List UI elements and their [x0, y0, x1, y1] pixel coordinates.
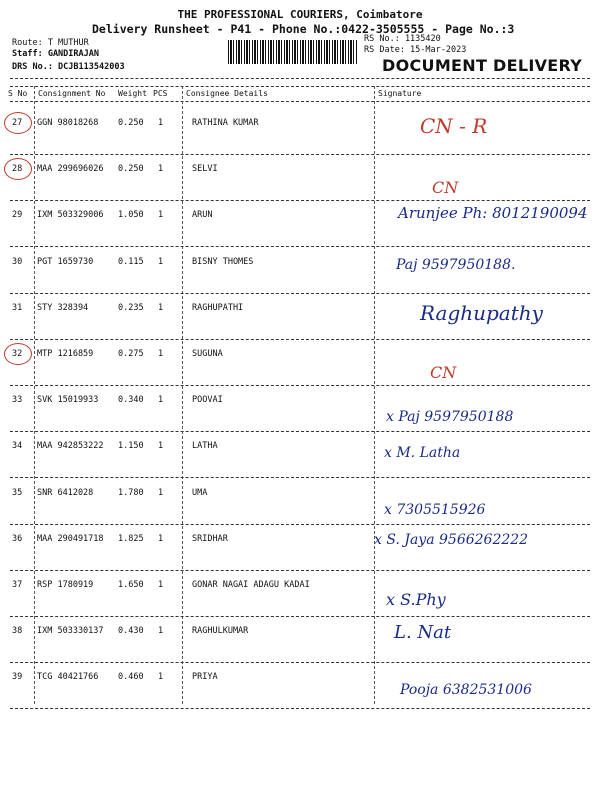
- row-consignee: UMA: [192, 488, 208, 498]
- red-circle-mark: [4, 343, 32, 365]
- row-pcs: 1: [158, 626, 164, 636]
- row-consignment-no: MAA 942853222: [37, 441, 104, 451]
- row-divider: [10, 662, 590, 663]
- handwritten-signature: x Paj 9597950188: [386, 409, 514, 425]
- staff-label: Staff: GANDIRAJAN: [12, 49, 99, 59]
- red-circle-mark: [4, 112, 32, 134]
- row-consignee: GONAR NAGAI ADAGU KADAI: [192, 580, 310, 590]
- row-weight: 0.115: [118, 257, 144, 267]
- col-weight: Weight: [118, 89, 147, 98]
- row-weight: 0.460: [118, 672, 144, 682]
- row-pcs: 1: [158, 395, 164, 405]
- row-consignee: SELVI: [192, 164, 218, 174]
- row-weight: 0.250: [118, 164, 144, 174]
- row-consignment-no: GGN 98018268: [37, 118, 99, 128]
- row-pcs: 1: [158, 257, 164, 267]
- row-sno: 35: [12, 488, 23, 498]
- row-sno: 28: [12, 164, 23, 174]
- row-sno: 38: [12, 626, 23, 636]
- row-weight: 0.430: [118, 626, 144, 636]
- row-divider: [10, 616, 590, 617]
- handwritten-signature: CN: [430, 363, 457, 382]
- red-circle-mark: [4, 158, 32, 180]
- row-pcs: 1: [158, 349, 164, 359]
- row-divider: [10, 154, 590, 155]
- row-consignee: RATHINA KUMAR: [192, 118, 259, 128]
- column-header-divider: [10, 101, 590, 102]
- handwritten-signature: x M. Latha: [384, 445, 461, 461]
- row-sno: 29: [12, 210, 23, 220]
- row-weight: 1.780: [118, 488, 144, 498]
- row-sno: 30: [12, 257, 23, 267]
- row-consignment-no: MTP 1216859: [37, 349, 94, 359]
- drs-number: DRS No.: DCJB113542003: [12, 62, 125, 72]
- column-separator: [182, 86, 183, 704]
- handwritten-signature: Pooja 6382531006: [400, 682, 532, 698]
- barcode: [228, 40, 358, 64]
- handwritten-signature: x S. Jaya 9566262222: [374, 532, 529, 548]
- row-divider: [10, 293, 590, 294]
- row-consignee: RAGHUPATHI: [192, 303, 244, 313]
- row-consignment-no: IXM 503329006: [37, 210, 104, 220]
- row-consignment-no: IXM 503330137: [37, 626, 104, 636]
- row-divider: [10, 570, 590, 571]
- col-pcs: PCS: [153, 89, 168, 98]
- handwritten-signature: Paj 9597950188.: [396, 257, 516, 273]
- row-sno: 39: [12, 672, 23, 682]
- row-divider: [10, 477, 590, 478]
- route-label: Route: T MUTHUR: [12, 38, 89, 48]
- col-consignee: Consignee Details: [186, 89, 268, 98]
- handwritten-signature: x S.Phy: [386, 590, 446, 609]
- row-weight: 1.050: [118, 210, 144, 220]
- row-pcs: 1: [158, 580, 164, 590]
- row-weight: 1.150: [118, 441, 144, 451]
- row-consignee: LATHA: [192, 441, 218, 451]
- row-pcs: 1: [158, 118, 164, 128]
- row-consignment-no: SVK 15019933: [37, 395, 99, 405]
- row-weight: 0.250: [118, 118, 144, 128]
- col-consignment: Consignment No: [38, 89, 106, 98]
- document-delivery-stamp: DOCUMENT DELIVERY: [382, 56, 583, 75]
- row-divider: [10, 524, 590, 525]
- row-sno: 34: [12, 441, 23, 451]
- row-weight: 0.275: [118, 349, 144, 359]
- row-divider: [10, 200, 590, 201]
- col-sno: S No: [8, 89, 28, 98]
- row-pcs: 1: [158, 303, 164, 313]
- column-separator: [374, 86, 375, 704]
- runsheet-title: Delivery Runsheet - P41 - Phone No.:0422-3505555 - Page No.:3: [92, 22, 515, 36]
- row-pcs: 1: [158, 164, 164, 174]
- row-pcs: 1: [158, 441, 164, 451]
- header-divider: [10, 78, 590, 79]
- row-divider: [10, 708, 590, 709]
- row-consignee: ARUN: [192, 210, 213, 220]
- row-divider: [10, 339, 590, 340]
- row-pcs: 1: [158, 488, 164, 498]
- handwritten-signature: CN - R: [420, 114, 488, 138]
- row-consignment-no: MAA 299696026: [37, 164, 104, 174]
- row-weight: 1.825: [118, 534, 144, 544]
- row-divider: [10, 246, 590, 247]
- handwritten-signature: L. Nat: [394, 622, 452, 643]
- handwritten-signature: CN: [432, 178, 459, 197]
- row-consignment-no: MAA 290491718: [37, 534, 104, 544]
- row-consignment-no: PGT 1659730: [37, 257, 94, 267]
- rs-date: RS Date: 15-Mar-2023: [364, 45, 467, 55]
- row-consignee: SUGUNA: [192, 349, 223, 359]
- company-name: THE PROFESSIONAL COURIERS, Coimbatore: [177, 8, 423, 21]
- row-consignee: BISNY THOMES: [192, 257, 254, 267]
- row-consignee: RAGHULKUMAR: [192, 626, 249, 636]
- row-divider: [10, 385, 590, 386]
- row-consignee: PRIYA: [192, 672, 218, 682]
- row-sno: 37: [12, 580, 23, 590]
- row-sno: 33: [12, 395, 23, 405]
- handwritten-signature: x 7305515926: [384, 502, 486, 518]
- row-consignee: SRIDHAR: [192, 534, 228, 544]
- row-consignee: POOVAI: [192, 395, 223, 405]
- row-pcs: 1: [158, 534, 164, 544]
- row-sno: 36: [12, 534, 23, 544]
- row-sno: 31: [12, 303, 23, 313]
- row-consignment-no: TCG 40421766: [37, 672, 99, 682]
- row-pcs: 1: [158, 210, 164, 220]
- column-separator: [34, 86, 35, 704]
- row-weight: 1.650: [118, 580, 144, 590]
- rs-number: RS No.: 1135420: [364, 34, 441, 44]
- row-weight: 0.235: [118, 303, 144, 313]
- row-sno: 27: [12, 118, 23, 128]
- row-consignment-no: STY 328394: [37, 303, 89, 313]
- col-signature: Signature: [378, 89, 422, 98]
- handwritten-signature: Raghupathy: [420, 301, 543, 325]
- row-weight: 0.340: [118, 395, 144, 405]
- row-pcs: 1: [158, 672, 164, 682]
- row-consignment-no: RSP 1780919: [37, 580, 94, 590]
- row-sno: 32: [12, 349, 23, 359]
- row-divider: [10, 431, 590, 432]
- header-divider-2: [10, 86, 590, 87]
- row-consignment-no: SNR 6412028: [37, 488, 94, 498]
- handwritten-signature: Arunjee Ph: 8012190094: [398, 204, 588, 222]
